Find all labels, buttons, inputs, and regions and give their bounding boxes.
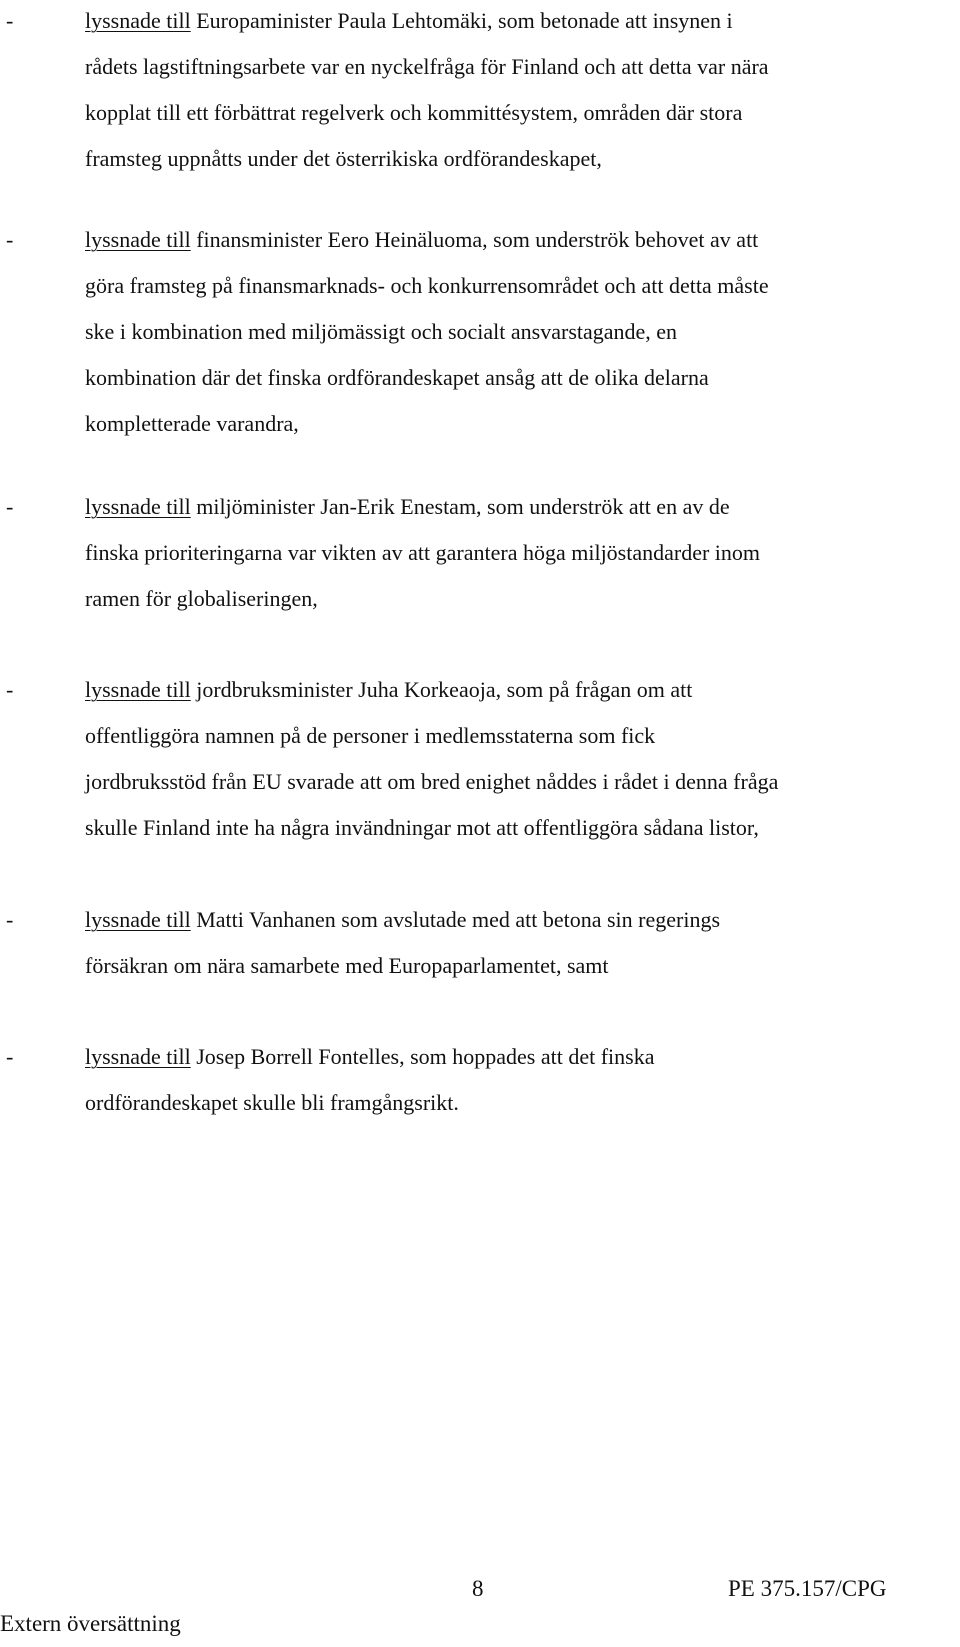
line-rest: Europaminister Paula Lehtomäki, som betonade att insynen i [196, 8, 733, 33]
paragraph-text [85, 667, 955, 851]
paragraph-text [85, 484, 955, 622]
text-line: försäkran om nära samarbete med Europaparlamentet, samt [85, 953, 609, 978]
text-line: göra framsteg på finansmarknads- och konkurrensområdet och att detta måste [85, 273, 769, 298]
list-dash: - [6, 1044, 14, 1069]
text-line: jordbruksstöd från EU svarade att om bred enighet nåddes i rådet i denna fråga [85, 769, 779, 794]
underlined-lead: lyssnade till [85, 227, 191, 252]
underlined-lead: lyssnade till [85, 1044, 191, 1069]
text-line: kompletterade varandra, [85, 411, 299, 436]
document-reference: PE 375.157/CPG [728, 1576, 887, 1601]
list-dash: - [6, 494, 14, 519]
text-line: ske i kombination med miljömässigt och socialt ansvarstagande, en [85, 319, 678, 344]
text-line: offentliggöra namnen på de personer i medlemsstaterna som fick [85, 723, 656, 748]
line-rest: jordbruksminister Juha Korkeaoja, som på frågan om att [196, 677, 693, 702]
underlined-lead: lyssnade till [85, 8, 191, 33]
text-line: skulle Finland inte ha några invändningar mot att offentliggöra sådana listor, [85, 815, 759, 840]
list-dash: - [6, 677, 14, 702]
text-line: rådets lagstiftningsarbete var en nyckelfråga för Finland och att detta var nära [85, 54, 769, 79]
text-line: kombination där det finska ordförandeskapet ansåg att de olika delarna [85, 365, 709, 390]
text-line: kopplat till ett förbättrat regelverk och kommittésystem, områden där stora [85, 100, 743, 125]
text-line: framsteg uppnåtts under det österrikiska ordförandeskapet, [85, 146, 602, 171]
text-line [85, 0, 955, 44]
line-rest: Matti Vanhanen som avslutade med att betona sin regerings [196, 907, 721, 932]
text-line: ordförandeskapet skulle bli framgångsrikt. [85, 1090, 459, 1115]
page-number: 8 [472, 1576, 484, 1601]
text-line: ramen för globaliseringen, [85, 586, 318, 611]
paragraph-text [85, 0, 955, 182]
text-line [85, 484, 955, 530]
paragraph-text [85, 897, 955, 989]
line-rest: Josep Borrell Fontelles, som hoppades att det finska [196, 1044, 655, 1069]
line-rest: finansminister Eero Heinäluoma, som underströk behovet av att [196, 227, 759, 252]
translation-label: Extern översättning [0, 1611, 181, 1636]
line-rest: miljöminister Jan-Erik Enestam, som underströk att en av de [196, 494, 730, 519]
paragraph-text [85, 217, 955, 447]
list-dash: - [6, 907, 14, 932]
list-dash: - [6, 8, 14, 33]
list-dash: - [6, 227, 14, 252]
paragraph-text [85, 1034, 955, 1126]
underlined-lead: lyssnade till [85, 677, 191, 702]
underlined-lead: lyssnade till [85, 907, 191, 932]
text-line [85, 667, 955, 713]
text-line [85, 1034, 955, 1080]
text-line: finska prioriteringarna var vikten av att garantera höga miljöstandarder inom [85, 540, 761, 565]
text-line [85, 897, 955, 943]
underlined-lead: lyssnade till [85, 494, 191, 519]
text-line [85, 217, 955, 263]
